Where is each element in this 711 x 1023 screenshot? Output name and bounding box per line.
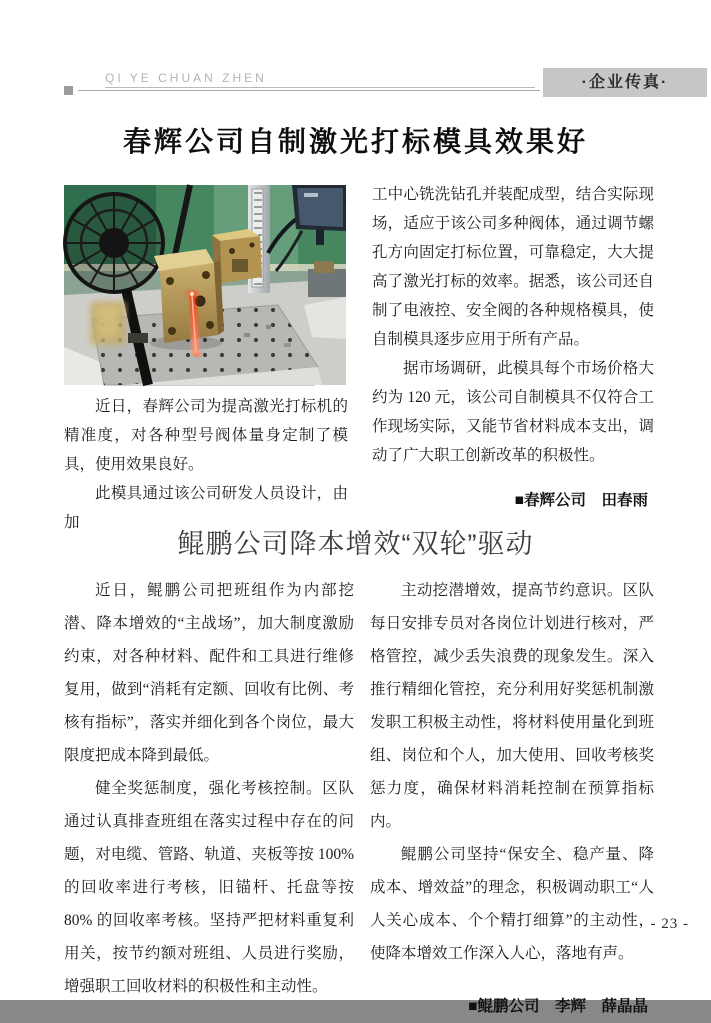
header-square-ornament <box>64 86 73 95</box>
clamp <box>128 333 148 343</box>
paragraph: 鲲鹏公司坚持“保安全、稳产量、降成本、增效益”的理念，积极调动职工“人人关心成本、个个精打细算”的主动性，使降本增效工作深入人心，落地有声。 <box>370 846 654 962</box>
paragraph: 主动挖潜增效，提高节约意识。区队每日安排专员对各岗位计划进行核对，严格管控，减少丢失浪费的现象发生。深入推行精细化管控，充分利用好奖惩机制激发职工积极主动性，将材料使用量化到班组、岗位和个人，加大使用、回收考核奖惩力度，确保材料消耗控制在预算指标内。 <box>370 582 654 830</box>
header-rule <box>78 90 540 91</box>
article1-byline: ■春辉公司 田春雨 <box>514 492 648 509</box>
paragraph: 据市场调研，此模具每个市场价格大约为 120 元，该公司自制模具不仅符合工作现场实际，又能节省材料成本支出，调动了广大职工创新改革的积极性。 <box>372 360 654 464</box>
paragraph: 此模具通过该公司研发人员设计，由加 <box>64 485 348 531</box>
header-rule-secondary <box>105 87 535 88</box>
paragraph: 近日，鲲鹏公司把班组作为内部挖潜、降本增效的“主战场”，加大制度激励约束，对各种材料、配件和工具进行维修复用，做到“消耗有定额、回收有比例、考核有指标”，落实并细化到各个岗位，最大限度把成本降到最低。 <box>64 582 354 764</box>
laser-marking-scene <box>64 185 346 385</box>
article1-right-column <box>372 180 654 515</box>
paragraph-continuation: 工中心铣洗钻孔并装配成型，结合实际现场，适应于该公司多种阀体，通过调节螺孔方向固定打标位置，可靠稳定，大大提高了激光打标的效率。据悉，该公司还自制了电液控、安全阀的各种规格模具，使自制模具逐步应用于所有产品。 <box>372 186 654 348</box>
paragraph: 健全奖惩制度，强化考核控制。区队通过认真排查班组在落实过程中存在的问题，对电缆、管路、轨道、夹板等按 100% 的回收率进行考核，旧锚杆、托盘等按 80% 的回收率考核。坚持严把材料重复利用关，按节约额对班组、人员进行奖励，增强职工回收材料的积极性和主动性。 <box>64 780 354 995</box>
article2-right-column <box>370 574 654 1023</box>
article2-byline: ■鲲鹏公司 李辉 薛晶晶 <box>468 998 648 1015</box>
section-badge: ·企业传真· <box>543 68 707 97</box>
article2-title: 鲲鹏公司降本增效“双轮”驱动 <box>177 529 534 559</box>
header-pinyin-slug: QI YE CHUAN ZHEN <box>105 71 267 85</box>
article1-photo <box>64 185 346 385</box>
equipment-block <box>308 269 346 297</box>
article2-left-column <box>64 574 354 1003</box>
paragraph: 近日，春辉公司为提高激光打标机的精准度，对各种型号阀体量身定制了模具，使用效果良好。 <box>64 398 348 473</box>
article1-title: 春辉公司自制激光打标模具效果好 <box>122 126 588 157</box>
article1-left-column <box>64 392 348 537</box>
page-number: - 23 - <box>650 916 689 932</box>
